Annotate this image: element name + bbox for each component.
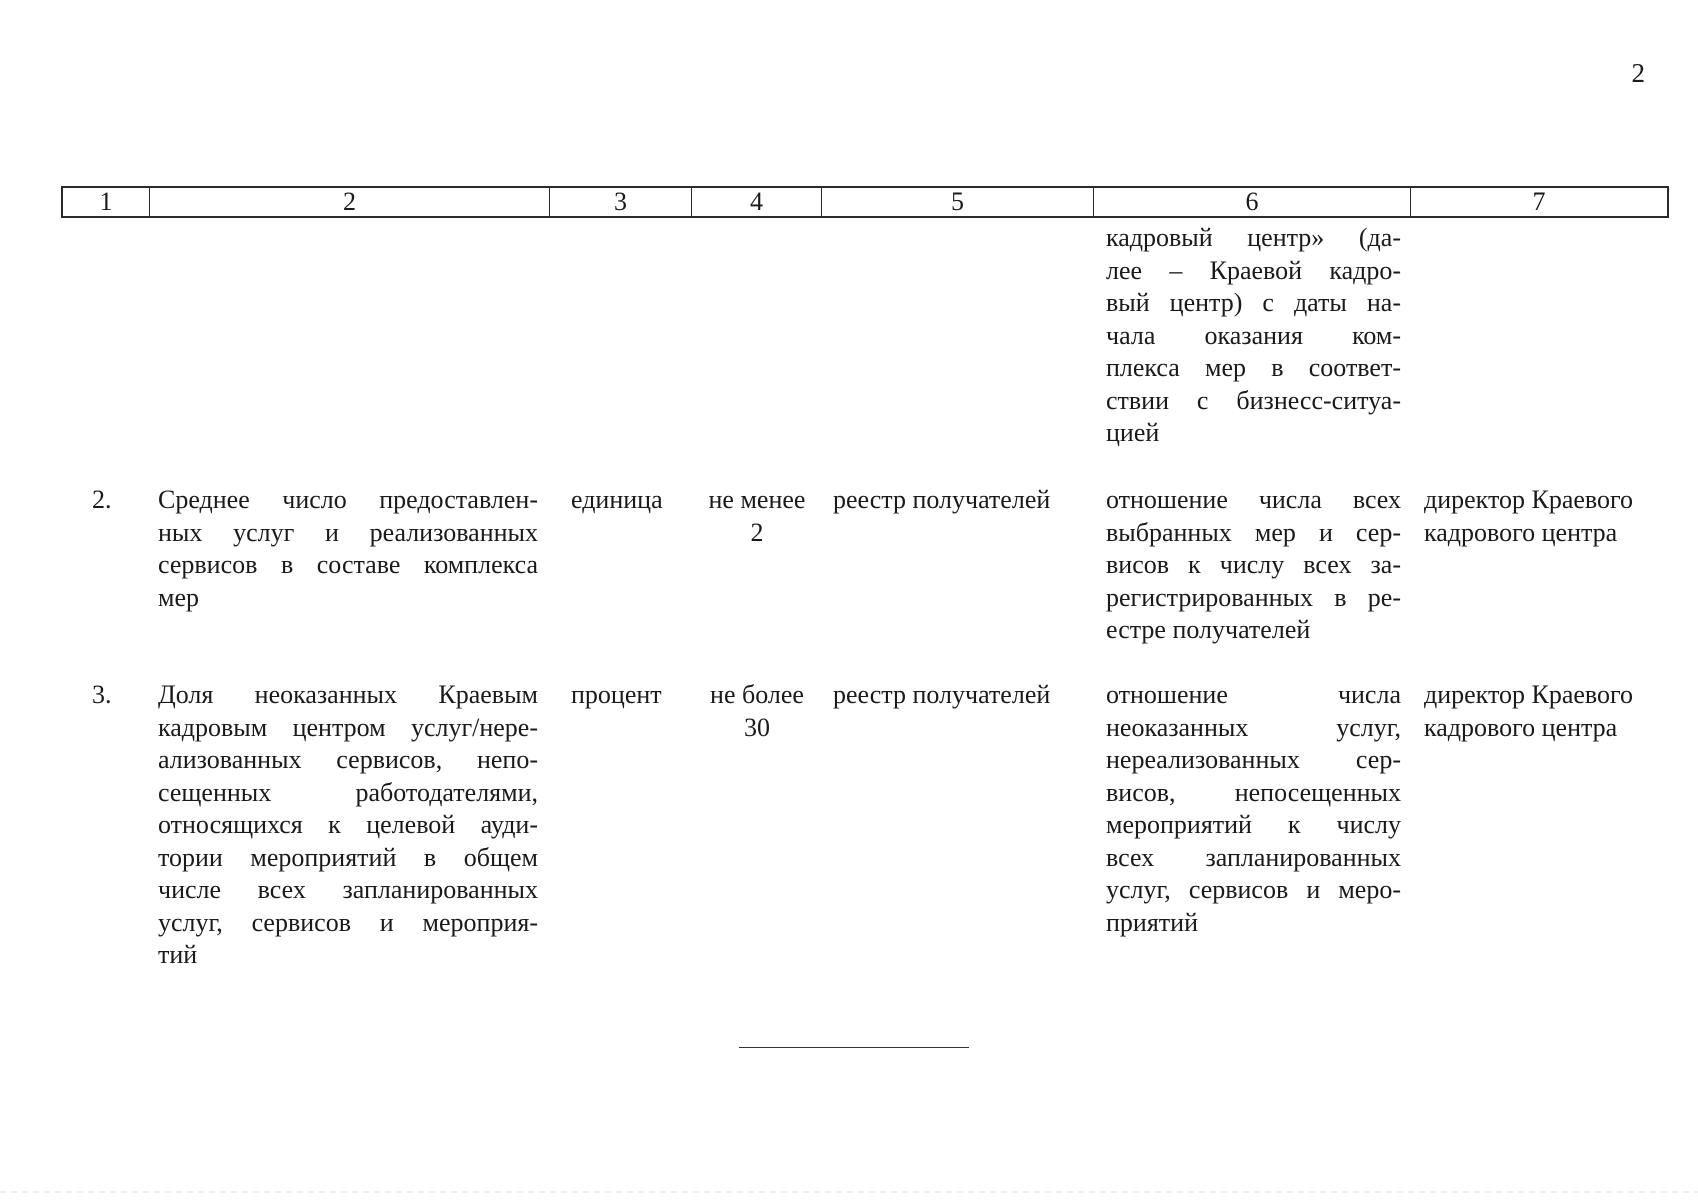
text-line: ных услуг и реализованных xyxy=(158,517,538,547)
text-line: не менее xyxy=(708,485,806,514)
text-line: нереализованных сер- xyxy=(1106,745,1401,774)
text-line: отношение числа всех xyxy=(1106,485,1401,514)
text-line: лее – Краевой кадро- xyxy=(1106,255,1401,285)
column-number-7: 7 xyxy=(1532,187,1546,216)
text-line: кадровым центром услуг/нере- xyxy=(158,712,538,742)
text-line: чала оказания ком- xyxy=(1106,320,1401,350)
text-line: сещенных работодателями, xyxy=(158,777,538,807)
text-line: тий xyxy=(158,940,198,969)
text-line: директор Краевого xyxy=(1424,680,1634,709)
text-line: Среднее число предоставлен- xyxy=(158,485,538,514)
unit: единица xyxy=(571,485,663,514)
indicator-name xyxy=(158,484,538,614)
text-line: ствии с бизнесс-ситуа- xyxy=(1106,385,1401,415)
row-number: 2. xyxy=(92,485,112,514)
text-line: неоказанных услуг, xyxy=(1106,712,1401,742)
continuation-method-text xyxy=(1106,222,1401,450)
text-line: приятий xyxy=(1106,907,1198,937)
scan-artifact-line xyxy=(0,1191,1698,1193)
text-line: ализованных сервисов, непо- xyxy=(158,745,538,774)
column-number-3: 3 xyxy=(550,188,692,216)
text-line: Доля неоказанных Краевым xyxy=(158,680,538,709)
text-line: цией xyxy=(1106,418,1160,447)
end-of-document-rule xyxy=(739,1047,969,1048)
text-line: вый центр) с даты на- xyxy=(1106,288,1401,317)
text-line: услуг, сервисов и меро- xyxy=(1106,875,1401,904)
text-line: отношение числа xyxy=(1106,680,1401,709)
column-number-5: 5 xyxy=(822,188,1094,216)
text-line: относящихся к целевой ауди- xyxy=(158,810,538,839)
indicator-name xyxy=(158,679,538,972)
text-line: выбранных мер и сер- xyxy=(1106,517,1401,547)
text-line: 2 xyxy=(750,517,764,547)
target-value xyxy=(699,484,815,549)
text-line: висов, непосещенных xyxy=(1106,777,1401,807)
data-source: реестр получателей xyxy=(833,680,1051,709)
calculation-method xyxy=(1106,484,1401,647)
column-number-4: 4 xyxy=(692,188,822,216)
text-line: плекса мер в соответ- xyxy=(1106,353,1401,382)
unit: процент xyxy=(571,680,662,709)
text-line: всех запланированных xyxy=(1106,842,1401,872)
column-number-6: 6 xyxy=(1094,188,1411,216)
text-line: кадрового центра xyxy=(1424,517,1618,547)
column-number-1: 1 xyxy=(63,188,150,216)
page-number: 2 xyxy=(1631,58,1645,88)
text-line: тории мероприятий в общем xyxy=(158,842,538,872)
target-value xyxy=(699,679,815,744)
data-source: реестр получателей xyxy=(833,485,1051,514)
text-line: кадровый центр» (да- xyxy=(1106,223,1401,252)
text-line: висов к числу всех за- xyxy=(1106,550,1401,579)
responsible-person xyxy=(1424,679,1669,744)
text-line: регистрированных в ре- xyxy=(1106,582,1401,612)
text-line: естре получателей xyxy=(1106,615,1311,644)
calculation-method xyxy=(1106,679,1401,939)
text-line: не более xyxy=(710,680,804,709)
row-number: 3. xyxy=(92,680,112,709)
text-line: кадрового центра xyxy=(1424,712,1618,742)
table-header-row xyxy=(61,186,1669,218)
text-line: 30 xyxy=(744,712,770,742)
text-line: сервисов в составе комплекса xyxy=(158,550,538,579)
text-line: мер xyxy=(158,582,199,612)
text-line: числе всех запланированных xyxy=(158,875,538,904)
column-number-2: 2 xyxy=(150,188,550,216)
text-line: услуг, сервисов и мероприя- xyxy=(158,907,538,937)
text-line: директор Краевого xyxy=(1424,485,1634,514)
responsible-person xyxy=(1424,484,1669,549)
text-line: мероприятий к числу xyxy=(1106,810,1401,839)
